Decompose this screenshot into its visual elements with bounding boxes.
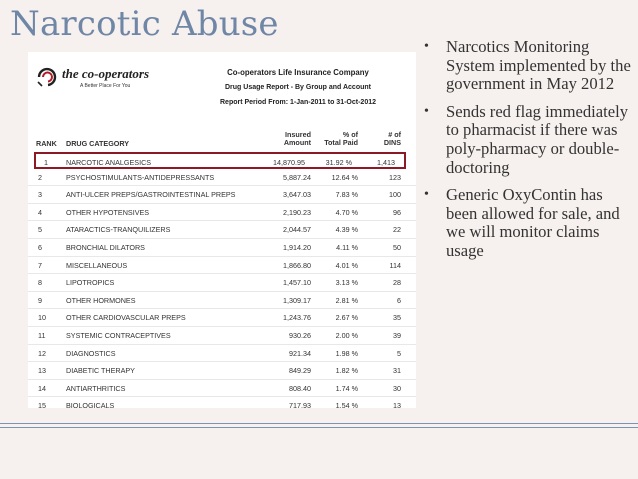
dins-cell: 39 <box>393 330 401 340</box>
rank-cell: 15 <box>38 401 46 408</box>
col-amount: Insured Amount <box>283 130 311 147</box>
bullet-dot-icon: • <box>424 187 429 203</box>
category-cell: MISCELLANEOUS <box>66 260 128 270</box>
dins-cell: 96 <box>393 207 401 217</box>
pct-cell: 2.81 % <box>335 295 358 305</box>
pct-cell: 2.67 % <box>335 313 358 323</box>
report-title: Drug Usage Report - By Group and Account <box>225 84 371 91</box>
table-row <box>28 327 416 345</box>
category-cell: OTHER HORMONES <box>66 295 136 305</box>
dins-cell: 28 <box>393 278 401 288</box>
category-cell: DIABETIC THERAPY <box>66 366 135 376</box>
amount-cell: 3,647.03 <box>283 190 311 200</box>
rank-cell: 1 <box>44 158 48 167</box>
dins-cell: 50 <box>393 242 401 252</box>
pct-cell: 4.70 % <box>335 207 358 217</box>
table-row <box>28 362 416 380</box>
table-row <box>28 380 416 398</box>
drug-usage-report <box>28 52 416 408</box>
dins-cell: 31 <box>393 366 401 376</box>
table-row <box>28 221 416 239</box>
bullet-text: Sends red flag immediately to pharmacist if there was poly-pharmacy or double-doctoring <box>446 101 629 177</box>
rank-cell: 14 <box>38 383 46 393</box>
bullet-dot-icon: • <box>424 39 429 54</box>
pct-cell: 4.11 % <box>336 242 358 252</box>
pct-cell: 7.83 % <box>335 190 358 200</box>
amount-cell: 1,243.76 <box>283 313 311 323</box>
rank-cell: 10 <box>38 313 46 323</box>
amount-cell: 921.34 <box>289 348 311 358</box>
pct-cell: 12.64 % <box>331 172 358 182</box>
report-period: Report Period From: 1-Jan-2011 to 31-Oct-2012 <box>220 99 376 106</box>
table-row <box>28 186 416 204</box>
dins-cell: 114 <box>389 260 401 270</box>
category-cell: PSYCHOSTIMULANTS-ANTIDEPRESSANTS <box>66 172 215 182</box>
rank-cell: 8 <box>38 278 42 288</box>
bullet-item <box>424 186 634 260</box>
category-cell: DIAGNOSTICS <box>66 348 116 358</box>
pct-cell: 4.01 % <box>335 260 358 270</box>
dins-cell: 6 <box>397 295 401 305</box>
rank-cell: 11 <box>38 330 46 340</box>
category-cell: LIPOTROPICS <box>66 278 115 288</box>
pct-cell: 3.13 % <box>335 278 358 288</box>
rank-cell: 7 <box>38 260 42 270</box>
swirl-logo-icon <box>36 66 60 88</box>
dins-cell: 100 <box>389 190 401 200</box>
table-row <box>28 274 416 292</box>
category-cell: OTHER HYPOTENSIVES <box>66 207 150 217</box>
bullet-text: Narcotics Monitoring System implemented by the government in May 2012 <box>446 37 631 94</box>
pct-cell: 1.98 % <box>335 348 358 358</box>
highlighted-table-row <box>34 152 406 169</box>
company-name: Co-operators Life Insurance Company <box>227 68 369 77</box>
table-row <box>28 309 416 327</box>
rank-cell: 9 <box>38 295 42 305</box>
rank-cell: 13 <box>38 366 46 376</box>
dins-cell: 22 <box>393 225 401 235</box>
dins-cell: 1,413 <box>377 158 395 167</box>
pct-cell: 1.74 % <box>335 383 358 393</box>
amount-cell: 1,914.20 <box>283 242 311 252</box>
table-row <box>28 345 416 363</box>
amount-cell: 14,870.95 <box>273 158 305 167</box>
dins-cell: 123 <box>389 172 401 182</box>
amount-cell: 1,309.17 <box>283 295 311 305</box>
pct-cell: 31.92 % <box>325 158 352 167</box>
dins-cell: 35 <box>393 313 401 323</box>
category-cell: ANTI-ULCER PREPS/GASTROINTESTINAL PREPS <box>66 190 236 200</box>
table-row <box>28 239 416 257</box>
col-category: DRUG CATEGORY <box>66 139 130 148</box>
category-cell: SYSTEMIC CONTRACEPTIVES <box>66 330 171 340</box>
report-table-body <box>28 152 416 408</box>
bullet-list <box>424 38 634 270</box>
dins-cell: 13 <box>393 401 401 408</box>
footer-rule <box>0 423 638 424</box>
rank-cell: 6 <box>38 242 42 252</box>
category-cell: ANTIARTHRITICS <box>66 383 126 393</box>
pct-cell: 2.00 % <box>335 330 358 340</box>
bullet-dot-icon: • <box>424 103 429 119</box>
rank-cell: 4 <box>38 207 42 217</box>
rank-cell: 5 <box>38 225 42 235</box>
rank-cell: 2 <box>38 172 42 182</box>
pct-cell: 4.39 % <box>335 225 358 235</box>
category-cell: OTHER CARDIOVASCULAR PREPS <box>66 313 186 323</box>
rank-cell: 12 <box>38 348 46 358</box>
col-pct: % of Total Paid <box>324 130 358 147</box>
amount-cell: 1,866.80 <box>283 260 311 270</box>
footer-rule <box>0 427 638 428</box>
dins-cell: 5 <box>397 348 401 358</box>
column-headers <box>28 124 416 152</box>
category-cell: BIOLOGICALS <box>66 401 115 408</box>
table-row <box>28 204 416 222</box>
bullet-item <box>424 103 634 177</box>
slide-title: Narcotic Abuse <box>10 4 279 44</box>
bullet-item <box>424 38 634 94</box>
amount-cell: 849.29 <box>289 366 311 376</box>
amount-cell: 2,044.57 <box>283 225 311 235</box>
amount-cell: 930.26 <box>289 330 311 340</box>
amount-cell: 5,887.24 <box>283 172 311 182</box>
bullet-text: Generic OxyContin has been allowed for sale, and we will monitor claims usage <box>446 185 620 260</box>
amount-cell: 717.93 <box>289 401 311 408</box>
logo-tagline: A Better Place For You <box>80 83 131 89</box>
table-row <box>28 169 416 187</box>
category-cell: ATARACTICS-TRANQUILIZERS <box>66 225 171 235</box>
logo-wordmark: the co-operators <box>62 66 150 81</box>
table-row <box>28 397 416 408</box>
col-rank: RANK <box>36 139 57 148</box>
table-row <box>28 292 416 310</box>
pct-cell: 1.82 % <box>335 366 358 376</box>
category-cell: NARCOTIC ANALGESICS <box>66 158 152 167</box>
rank-cell: 3 <box>38 190 42 200</box>
col-dins: # of DINS <box>383 130 401 147</box>
category-cell: BRONCHIAL DILATORS <box>66 242 145 252</box>
table-row <box>28 257 416 275</box>
dins-cell: 30 <box>393 383 401 393</box>
amount-cell: 808.40 <box>289 383 311 393</box>
amount-cell: 2,190.23 <box>283 207 311 217</box>
pct-cell: 1.54 % <box>335 401 358 408</box>
amount-cell: 1,457.10 <box>283 278 311 288</box>
